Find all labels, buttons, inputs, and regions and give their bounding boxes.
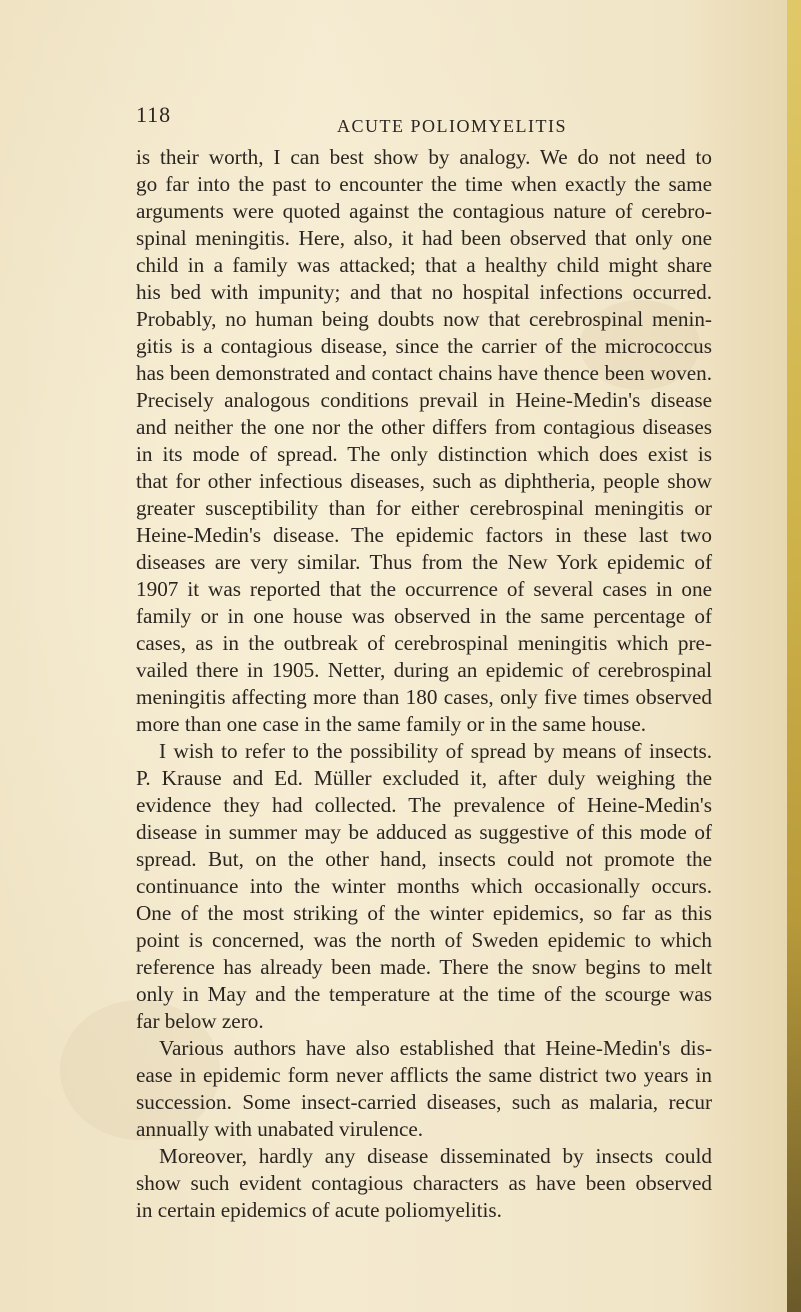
text-line: vailed there in 1905. Netter, during an epidemic of cerebrospinal bbox=[136, 658, 712, 682]
text-line: arguments were quoted against the contagious nature of cerebro- bbox=[136, 199, 712, 223]
text-line: in certain epidemics of acute poliomyelitis. bbox=[136, 1198, 502, 1222]
text-line: meningitis affecting more than 180 cases, only five times observed bbox=[136, 685, 712, 709]
text-line: 1907 it was reported that the occurrence of several cases in one bbox=[136, 577, 712, 601]
text-line: Moreover, hardly any disease disseminated by insects could bbox=[159, 1144, 712, 1168]
text-line: point is concerned, was the north of Sweden epidemic to which bbox=[136, 928, 712, 952]
text-line: is their worth, I can best show by analogy. We do not need to bbox=[136, 145, 712, 169]
text-line: in its mode of spread. The only distinction which does exist is bbox=[136, 442, 712, 466]
text-line: far below zero. bbox=[136, 1009, 264, 1033]
text-line: show such evident contagious characters as have been observed bbox=[136, 1171, 712, 1195]
text-line: greater susceptibility than for either cerebrospinal meningitis or bbox=[136, 496, 712, 520]
text-line: has been demonstrated and contact chains have thence been woven. bbox=[136, 361, 712, 385]
text-line: One of the most striking of the winter epidemics, so far as this bbox=[136, 901, 712, 925]
text-line: that for other infectious diseases, such as diphtheria, people show bbox=[136, 469, 712, 493]
text-line: P. Krause and Ed. Müller excluded it, after duly weighing the bbox=[136, 766, 712, 790]
running-title: ACUTE POLIOMYELITIS bbox=[337, 116, 567, 136]
text-line: ease in epidemic form never afflicts the same district two years in bbox=[136, 1063, 712, 1087]
text-line: child in a family was attacked; that a healthy child might share bbox=[136, 253, 712, 277]
page-edge bbox=[787, 0, 801, 1312]
text-line: disease in summer may be adduced as suggestive of this mode of bbox=[136, 820, 712, 844]
text-line: Probably, no human being doubts now that cerebrospinal menin- bbox=[136, 307, 712, 331]
text-line: spread. But, on the other hand, insects could not promote the bbox=[136, 847, 712, 871]
text-line: Heine-Medin's disease. The epidemic factors in these last two bbox=[136, 523, 712, 547]
text-line: annually with unabated virulence. bbox=[136, 1117, 424, 1141]
text-line: I wish to refer to the possibility of spread by means of insects. bbox=[159, 739, 712, 763]
text-line: reference has already been made. There the snow begins to melt bbox=[136, 955, 712, 979]
text-line: spinal meningitis. Here, also, it had been observed that only one bbox=[136, 226, 712, 250]
text-line: and neither the one nor the other differs from contagious diseases bbox=[136, 415, 712, 439]
text-line: evidence they had collected. The prevalence of Heine-Medin's bbox=[136, 793, 712, 817]
text-line: Precisely analogous conditions prevail in Heine-Medin's disease bbox=[136, 388, 712, 412]
page-number: 118 bbox=[136, 102, 172, 127]
text-line: family or in one house was observed in the same percentage of bbox=[136, 604, 712, 628]
text-line: only in May and the temperature at the time of the scourge was bbox=[136, 982, 712, 1006]
text-line: his bed with impunity; and that no hospital infections occurred. bbox=[136, 280, 712, 304]
text-line: continuance into the winter months which occasionally occurs. bbox=[136, 874, 712, 898]
text-line: cases, as in the outbreak of cerebrospinal meningitis which pre- bbox=[136, 631, 712, 655]
text-line: succession. Some insect-carried diseases, such as malaria, recur bbox=[136, 1090, 712, 1114]
text-line: gitis is a contagious disease, since the carrier of the micrococcus bbox=[136, 334, 712, 358]
text-line: go far into the past to encounter the time when exactly the same bbox=[136, 172, 712, 196]
text-line: Various authors have also established that Heine-Medin's dis- bbox=[159, 1036, 712, 1060]
text-line: more than one case in the same family or in the same house. bbox=[136, 712, 647, 736]
text-line: diseases are very similar. Thus from the New York epidemic of bbox=[136, 550, 712, 574]
